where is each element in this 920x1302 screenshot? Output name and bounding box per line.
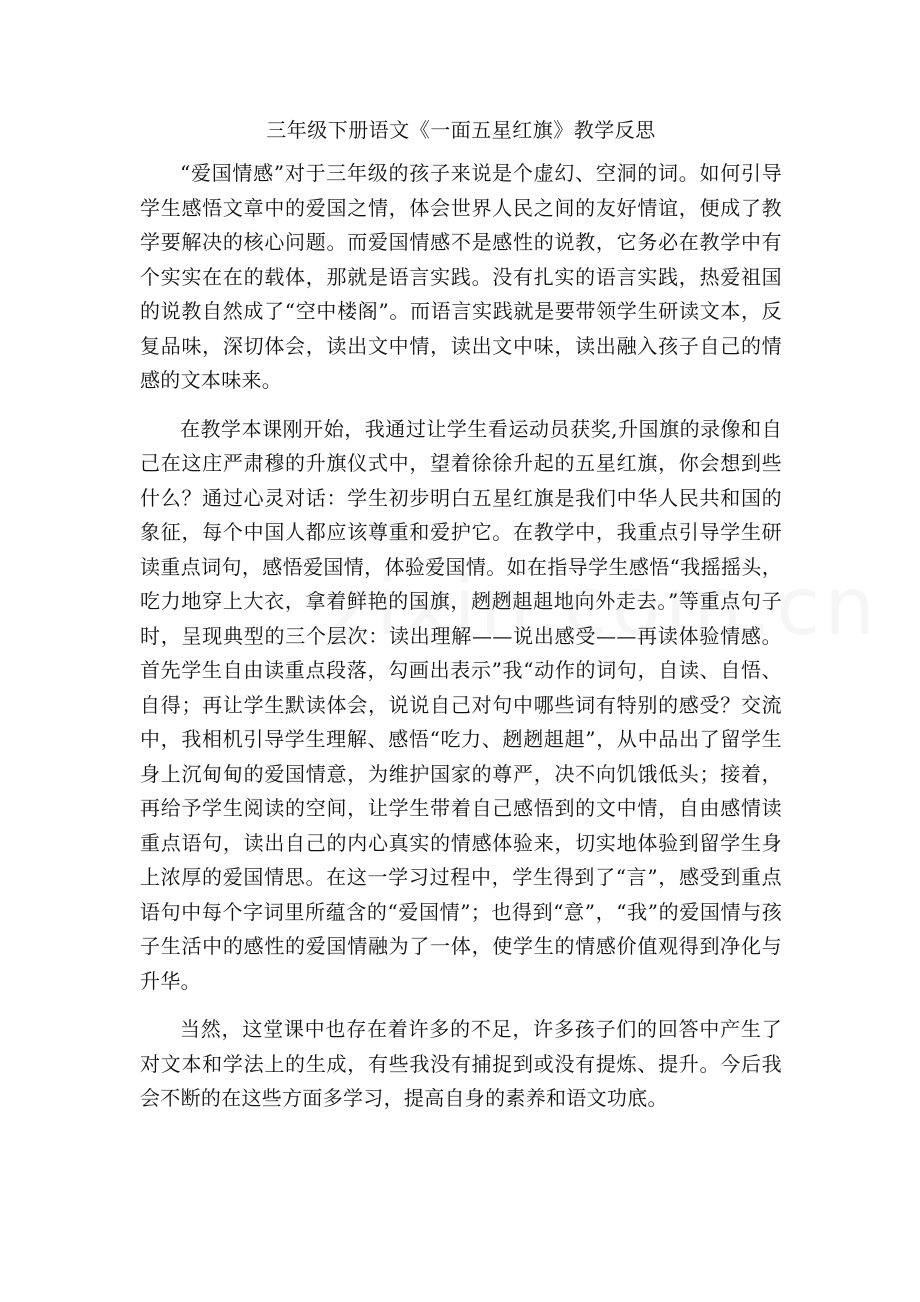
paragraph-2: 在教学本课刚开始，我通过让学生看运动员获奖,升国旗的录像和自己在这庄严肃穆的升旗仪式中，望着徐徐升起的五星红旗，你会想到些什么？通过心灵对话：学生初步明白五星红旗是我们中华人民共和国的象征，每个中国人都应该尊重和爱护它。在教学中，我重点引导学生研读重点词句，感悟爱国情，体验爱国情。如在指导学生感悟“我摇摇头，吃力地穿上大衣，拿着鲜艳的国旗，趔趔趄趄地向外走去。”等重点句子时，呈现典型的三个层次：读出理解——说出感受——再读体验情感。首先学生自由读重点段落，勾画出表示”我“动作的词句，自读、自悟、自得；再让学生默读体会，说说自己对句中哪些词有特别的感受？交流中，我相机引导学生理解、感悟“吃力、趔趔趄趄”，从中品出了留学生身上沉甸甸的爱国情意，为维护国家的尊严，决不向饥饿低头；接着，再给予学生阅读的空间，让学生带着自己感悟到的文中情，自由感情读重点语句，读出自己的内心真实的情感体验来，切实地体验到留学生身上浓厚的爱国情思。在这一学习过程中，学生得到了“言”，感受到重点语句中每个字词里所蕴含的“爱国情”；也得到“意”，“我”的爱国情与孩子生活中的感性的爱国情融为了一体，使学生的情感价值观得到净化与升华。 — [140, 416, 782, 993]
paragraph-1: “爱国情感”对于三年级的孩子来说是个虚幻、空洞的词。如何引导学生感悟文章中的爱国之情，体会世界人民之间的友好情谊，便成了教学要解决的核心问题。而爱国情感不是感性的说教，它务必在教学中有个实实在在的载体，那就是语言实践。没有扎实的语言实践，热爱祖国的说教自然成了“空中楼阁”。而语言实践就是要带领学生研读文本，反复品味，深切体会，读出文中情，读出文中味，读出融入孩子自己的情感的文本味来。 — [140, 161, 782, 392]
document-title: 三年级下册语文《一面五星红旗》教学反思 — [266, 118, 656, 142]
document-page — [140, 112, 782, 1130]
paragraph-3: 当然，这堂课中也存在着许多的不足，许多孩子们的回答中产生了对文本和学法上的生成，有些我没有捕捉到或没有提炼、提升。今后我会不断的在这些方面多学习，提高自身的素养和语文功底。 — [140, 1017, 782, 1110]
